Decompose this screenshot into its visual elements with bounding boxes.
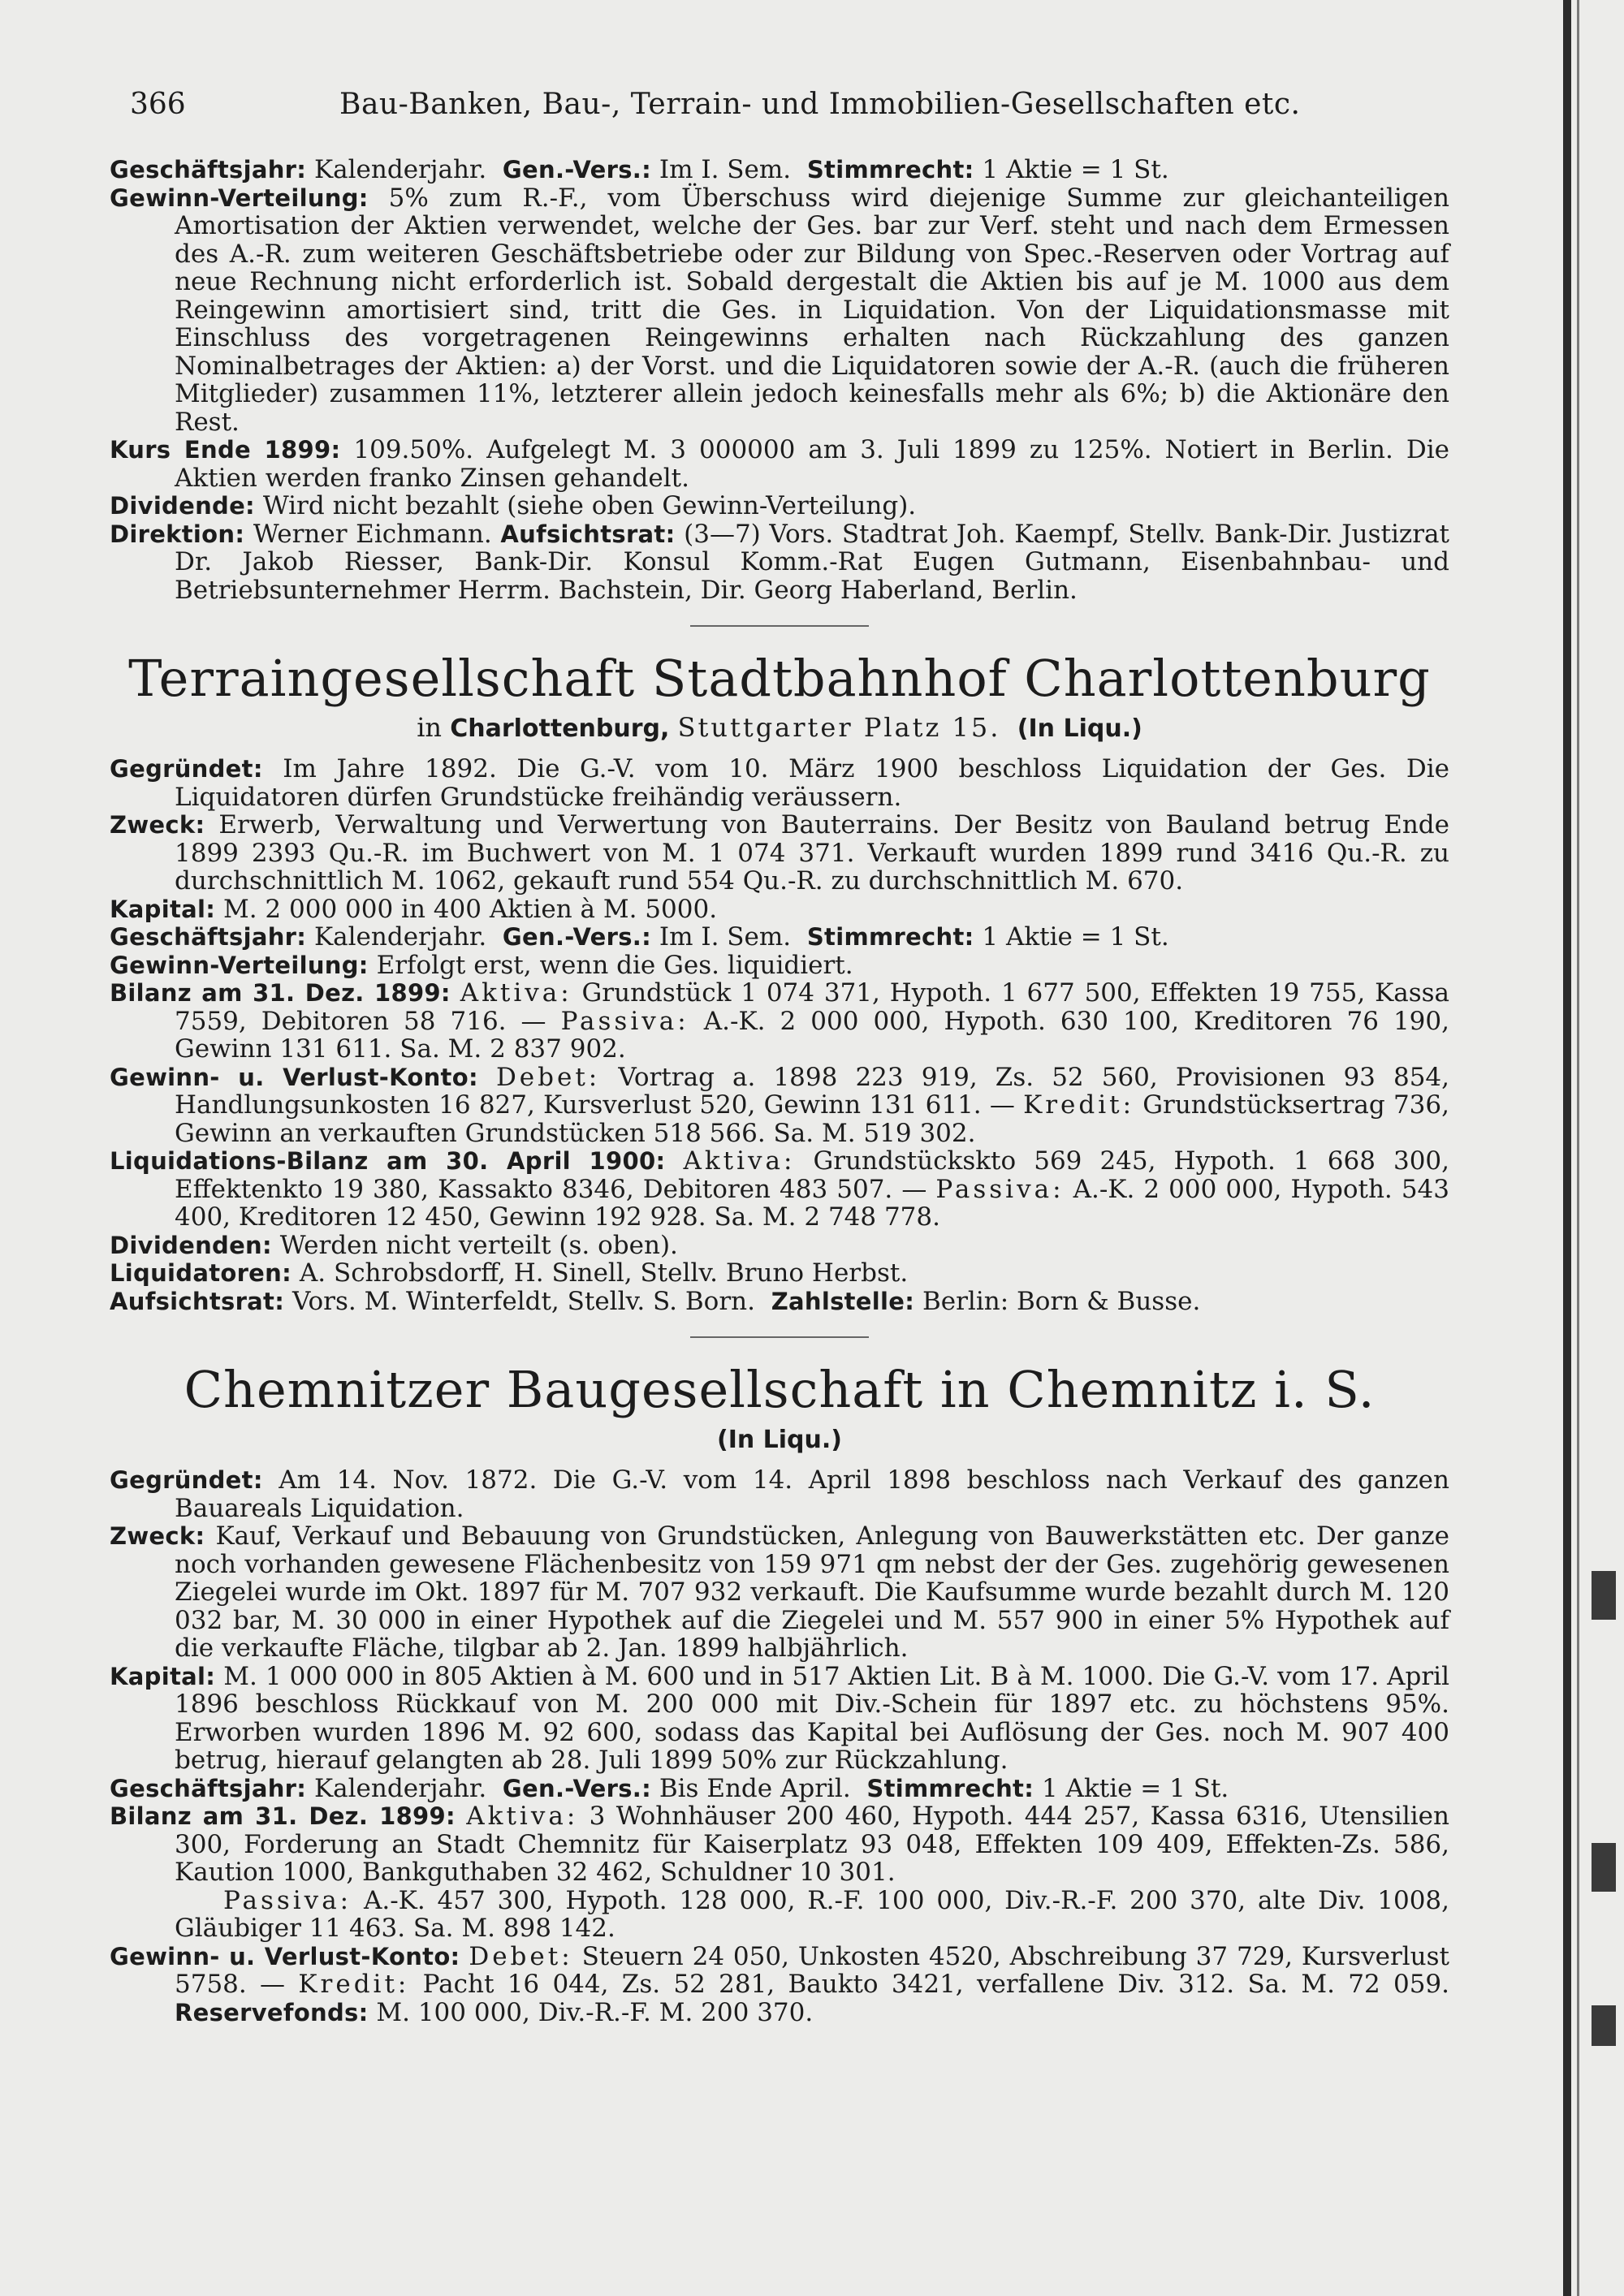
company-title: Chemnitzer Baugesellschaft in Chemnitz i. S.	[184, 1360, 1376, 1419]
line-dividenden: Dividenden: Werden nicht verteilt (s. oben).	[110, 1230, 678, 1260]
separator	[690, 625, 869, 627]
line-geschaeftsjahr: Geschäftsjahr: Kalenderjahr. Gen.-Vers.: Im I. Sem. Stimmrecht: 1 Aktie = 1 St.	[110, 922, 1169, 952]
page-content	[110, 156, 1449, 2026]
line-bilanz: Bilanz am 31. Dez. 1899: Aktiva: 3 Wohnhäuser 200 460, Hypoth. 444 257, Kassa 6316, Utensilien 300, Forderung an Stadt Chemnitz für Kaiserplatz 93 048, Effekten 109 409, Effekten-Zs. 586, Kaution 1000, Bankguthaben 32 462, Schuldner 10 301.	[110, 1802, 1449, 1887]
line-kurs: Kurs Ende 1899: 109.50%. Aufgelegt M. 3 000000 am 3. Juli 1899 zu 125%. Notiert in Berlin. Die Aktien werden franko Zinsen gehandelt.	[110, 435, 1449, 493]
line-dividende: Dividende: Wird nicht bezahlt (siehe oben Gewinn-Verteilung).	[110, 491, 917, 520]
page-edge-rule-thin	[1577, 0, 1579, 2296]
company-subtitle: in Charlottenburg, Stuttgarter Platz 15. (In Liqu.)	[417, 712, 1142, 743]
line-geschaeftsjahr: Geschäftsjahr: Kalenderjahr. Gen.-Vers.: Im I. Sem. Stimmrecht: 1 Aktie = 1 St.	[110, 155, 1169, 184]
line-liquidations-bilanz: Liquidations-Bilanz am 30. April 1900: Aktiva: Grundstückskto 569 245, Hypoth. 1 668 300, Effektenkto 19 380, Kassakto 8346, Debitoren 483 507. — Passiva: A.-K. 2 000 000, Hypoth. 543 400, Kreditoren 12 450, Gewinn 192 928. Sa. M. 2 748 778.	[110, 1146, 1450, 1232]
line-geschaeftsjahr: Geschäftsjahr: Kalenderjahr. Gen.-Vers.: Bis Ende April. Stimmrecht: 1 Aktie = 1 St.	[110, 1773, 1229, 1803]
line-gewinn-verlust: Gewinn- u. Verlust-Konto: Debet: Vortrag a. 1898 223 919, Zs. 52 560, Provisionen 93 854, Handlungsunkosten 16 827, Kursverlust 520, Gewinn 131 611. — Kredit: Grundstücksertrag 736, Gewinn an verkauften Grundstücken 518 566. Sa. M. 519 302.	[110, 1062, 1449, 1148]
line-liquidatoren: Liquidatoren: A. Schrobsdorff, H. Sinell, Stellv. Bruno Herbst.	[110, 1258, 909, 1288]
margin-mark	[1592, 1843, 1616, 1892]
line-zweck: Zweck: Erwerb, Verwaltung und Verwertung von Bauterrains. Der Besitz von Bauland betrug Ende 1899 2393 Qu.-R. im Buchwert von M. 1 074 371. Verkauft wurden 1899 rund 3416 Qu.-R. zu durchschnittlich M. 1062, gekauft rund 554 Qu.-R. zu durchschnittlich M. 670.	[110, 810, 1449, 896]
page-number: 366	[130, 88, 186, 121]
line-bilanz-passiva: Passiva: A.-K. 457 300, Hypoth. 128 000, R.-F. 100 000, Div.-R.-F. 200 370, alte Div. 1008, Gläubiger 11 463. Sa. M. 898 142.	[175, 1885, 1449, 1943]
company-subtitle: (In Liqu.)	[716, 1426, 842, 1454]
page-edge-rule	[1563, 0, 1571, 2296]
line-gewinn-verteilung: Gewinn-Verteilung: 5% zum R.-F., vom Überschuss wird diejenige Summe zur gleichanteiligen Amortisation der Aktien verwendet, welche der Ges. bar zur Verf. steht und nach dem Ermessen des A.-R. zum weiteren Geschäftsbetriebe oder zur Bildung von Spec.-Reserven oder Vortrag auf neue Rechnung nicht erforderlich ist. Sobald dergestalt die Aktien bis auf je M. 1000 aus dem Reingewinn amortisiert sind, tritt die Ges. in Liquidation. Von der Liquidationsmasse mit Einschluss des vorgetragenen Reingewinns erhalten nach Rückzahlung des ganzen Nominalbetrages der Aktien: a) der Vorst. und die Liquidatoren sowie der A.-R. (auch die früheren Mitglieder) zusammen 11%, letzterer allein jedoch keinesfalls mehr als 6%; b) die Aktionäre den Rest.	[110, 183, 1449, 437]
line-zweck: Zweck: Kauf, Verkauf und Bebauung von Grundstücken, Anlegung von Bauwerkstätten etc. Der ganze noch vorhanden gewesene Flächenbesitz von 159 971 qm nebst der der Ges. zugehörig gewesenen Ziegelei wurde im Okt. 1897 für M. 707 932 verkauft. Die Kaufsumme wurde bezahlt durch M. 120 032 bar, M. 30 000 in einer Hypothek auf die Ziegelei und M. 557 900 in einer 5% Hypothek auf die verkaufte Fläche, tilgbar ab 2. Jan. 1899 halbjährlich.	[110, 1521, 1449, 1663]
line-gegruendet: Gegründet: Am 14. Nov. 1872. Die G.-V. vom 14. April 1898 beschloss nach Verkauf des ganzen Bauareals Liquidation.	[110, 1465, 1449, 1523]
line-direktion: Direktion: Werner Eichmann. Aufsichtsrat: (3—7) Vors. Stadtrat Joh. Kaempf, Stellv. Bank-Dir. Justizrat Dr. Jakob Riesser, Bank-Dir. Konsul Komm.-Rat Eugen Gutmann, Eisenbahnbau- und Betriebsunternehmer Herrm. Bachstein, Dir. Georg Haberland, Berlin.	[110, 519, 1449, 605]
line-kapital: Kapital: M. 2 000 000 in 400 Aktien à M. 5000.	[110, 894, 718, 924]
page-header	[130, 88, 1543, 128]
line-kapital: Kapital: M. 1 000 000 in 805 Aktien à M. 600 und in 517 Aktien Lit. B à M. 1000. Die G.-V. vom 17. April 1896 beschloss Rückkauf von M. 200 000 mit Div.-Schein für 1897 etc. zu höchstens 95%. Erworben wurden 1896 M. 92 600, sodass das Kapital bei Auflösung der Ges. noch M. 907 400 betrug, hierauf gelangten ab 28. Juli 1899 50% zur Rückzahlung.	[110, 1661, 1450, 1775]
line-aufsichtsrat: Aufsichtsrat: Vors. M. Winterfeldt, Stellv. S. Born. Zahlstelle: Berlin: Born & Busse.	[110, 1286, 1201, 1316]
running-head: Bau-Banken, Bau-, Terrain- und Immobilien-Gesellschaften etc.	[339, 88, 1301, 121]
line-gegruendet: Gegründet: Im Jahre 1892. Die G.-V. vom 10. März 1900 beschloss Liquidation der Ges. Die Liquidatoren dürfen Grundstücke freihändig veräussern.	[110, 754, 1449, 812]
separator	[690, 1336, 869, 1338]
margin-mark	[1592, 1571, 1616, 1620]
line-gewinn-verlust: Gewinn- u. Verlust-Konto: Debet: Steuern 24 050, Unkosten 4520, Abschreibung 37 729, Kursverlust 5758. — Kredit: Pacht 16 044, Zs. 52 281, Baukto 3421, verfallene Div. 312. Sa. M. 72 059. Reservefonds: M. 100 000, Div.-R.-F. M. 200 370.	[110, 1941, 1450, 2027]
line-gewinn-verteilung: Gewinn-Verteilung: Erfolgt erst, wenn die Ges. liquidiert.	[110, 950, 853, 980]
company-title: Terraingesellschaft Stadtbahnhof Charlottenburg	[128, 649, 1431, 708]
entry-chemnitzer-baugesellschaft	[110, 1357, 1449, 2026]
entry-continued	[110, 156, 1449, 604]
entry-terraingesellschaft	[110, 646, 1449, 1315]
margin-mark	[1592, 2005, 1616, 2046]
line-bilanz: Bilanz am 31. Dez. 1899: Aktiva: Grundstück 1 074 371, Hypoth. 1 677 500, Effekten 19 755, Kassa 7559, Debitoren 58 716. — Passiva: A.-K. 2 000 000, Hypoth. 630 100, Kreditoren 76 190, Gewinn 131 611. Sa. M. 2 837 902.	[110, 978, 1450, 1064]
